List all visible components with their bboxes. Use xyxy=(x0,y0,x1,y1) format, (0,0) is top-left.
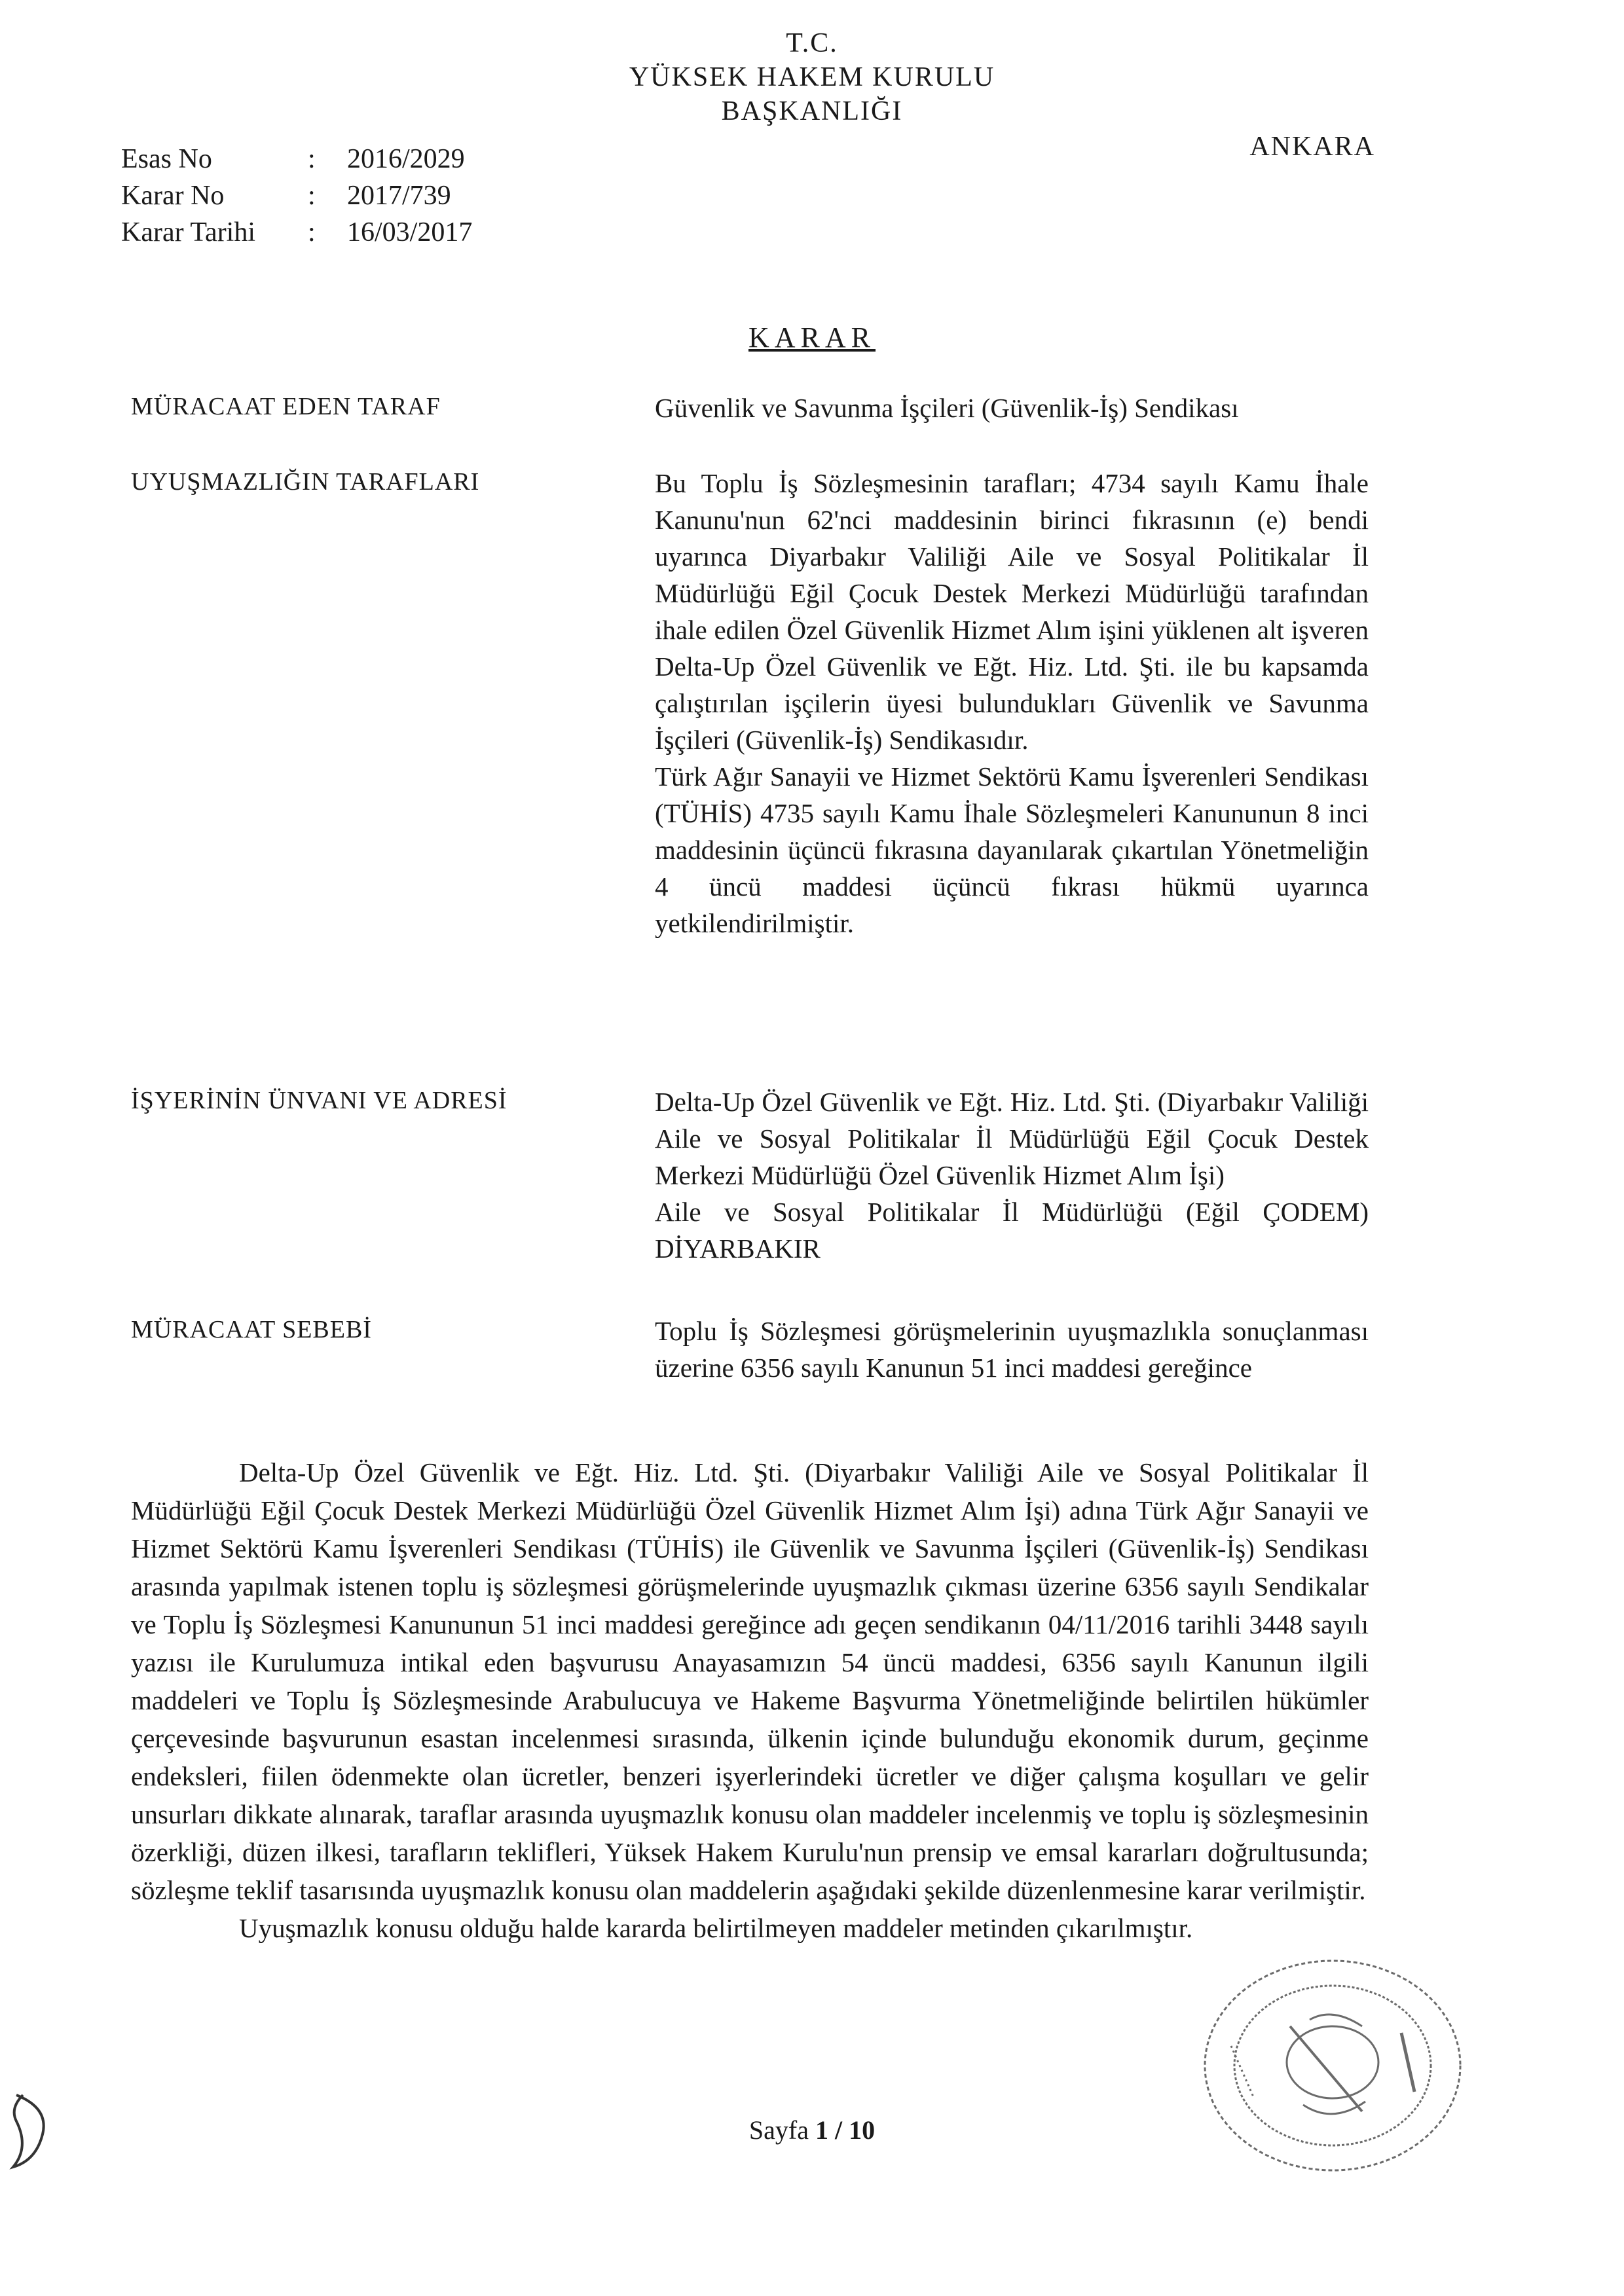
section-reason xyxy=(131,1313,1369,1386)
parties-text-2: Türk Ağır Sanayii ve Hizmet Sektörü Kamu İşverenleri Sendikası (TÜHİS) 4735 sayılı Kamu İhale Sözleşmeleri Kanununun 8 inci maddesinin üçüncü fıkrasına dayanılarak çıkartılan Yönetmeliğin 4 üncü maddesi üçüncü fıkrası hükmü uyarınca yetkilendirilmiştir. xyxy=(655,761,1369,938)
total-pages: 10 xyxy=(849,2115,876,2145)
decision-body xyxy=(131,1453,1369,1947)
workplace-text-1: Delta-Up Özel Güvenlik ve Eğt. Hiz. Ltd. Şti. (Diyarbakır Valiliği Aile ve Sosyal Politikalar İl Müdürlüğü Eğil Çocuk Destek Merkezi Müdürlüğü Özel Güvenlik Hizmet Alım İşi) xyxy=(655,1087,1369,1190)
meta-row-tarih: Karar Tarihi : 16/03/2017 xyxy=(121,214,472,251)
official-seal-icon xyxy=(1192,1948,1473,2183)
meta-row-karar: Karar No : 2017/739 xyxy=(121,177,472,214)
section-label: MÜRACAAT EDEN TARAF xyxy=(131,393,441,420)
current-page: 1 xyxy=(815,2115,828,2145)
section-value: Toplu İş Sözleşmesi görüşmelerinin uyuşmazlıkla sonuçlanması üzerine 6356 sayılı Kanunun 51 inci maddesi gereğince xyxy=(655,1316,1369,1383)
section-value xyxy=(655,465,1369,941)
body-paragraph-2: Uyuşmazlık konusu olduğu halde kararda belirtilmeyen maddeler metinden çıkarılmıştır. xyxy=(239,1913,1193,1943)
section-workplace xyxy=(131,1084,1369,1267)
section-label: UYUŞMAZLIĞIN TARAFLARI xyxy=(131,468,480,496)
header-line-tc: T.C. xyxy=(786,28,838,58)
header-line-presidency: BAŞKANLIĞI xyxy=(721,96,903,126)
header-line-board: YÜKSEK HAKEM KURULU xyxy=(629,62,995,92)
meta-row-esas: Esas No : 2016/2029 xyxy=(121,141,472,177)
meta-value: 16/03/2017 xyxy=(347,217,473,247)
meta-key: Karar Tarihi xyxy=(121,217,256,247)
section-label: İŞYERİNİN ÜNVANI VE ADRESİ xyxy=(131,1087,507,1114)
city-label: ANKARA xyxy=(1249,132,1375,162)
page-number: Sayfa 1 / 10 xyxy=(748,2115,876,2145)
meta-key: Karar No xyxy=(121,181,225,211)
section-value: Güvenlik ve Savunma İşçileri (Güvenlik-İş) Sendikası xyxy=(655,393,1239,423)
meta-value: 2016/2029 xyxy=(347,144,465,174)
document-title: KARAR xyxy=(748,321,876,354)
section-label: MÜRACAAT SEBEBİ xyxy=(131,1316,372,1343)
section-parties xyxy=(131,465,1369,941)
handwritten-mark-icon xyxy=(3,2082,65,2187)
section-value xyxy=(655,1084,1369,1267)
document-header xyxy=(0,26,1624,128)
case-metadata xyxy=(121,141,472,251)
meta-key: Esas No xyxy=(121,144,212,174)
body-paragraph-1: Delta-Up Özel Güvenlik ve Eğt. Hiz. Ltd. Şti. (Diyarbakır Valiliği Aile ve Sosyal Politikalar İl Müdürlüğü Eğil Çocuk Destek Merkezi Müdürlüğü Özel Güvenlik Hizmet Alım İşi) adına Türk Ağır Sanayii ve Hizmet Sektörü Kamu İşverenleri Sendikası (TÜHİS) ile Güvenlik ve Savunma İşçileri (Güvenlik-İş) Sendikası arasında yapılmak istenen toplu iş sözleşmesi görüşmelerinde uyuşmazlık çıkması üzerine 6356 sayılı Sendikalar ve Toplu İş Sözleşmesi Kanununun 51 inci maddesi gereğince adı geçen sendikanın 04/11/2016 tarihli 3448 sayılı yazısı ile Kurulumuza intikal eden başvurusu Anayasamızın 54 üncü maddesi, 6356 sayılı Kanunun ilgili maddeleri ve Toplu İş Sözleşmesinde Arabulucuya ve Hakeme Başvurma Yönetmeliğinde belirtilen hükümler çerçevesinde başvurunun esastan incelenmesi sırasında, ülkenin içinde bulunduğu ekonomik durum, geçinme endeksleri, fiilen ödenmekte olan ücretler, benzeri işyerlerindeki ücretler ve diğer çalışma koşulları ve gelir unsurları dikkate alınarak, taraflar arasında uyuşmazlık konusu olan maddeler incelenmiş ve toplu iş sözleşmesinin özerkliği, düzen ilkesi, tarafların teklifleri, Yüksek Hakem Kurulu'nun prensip ve emsal kararları doğrultusunda; sözleşme teklif tasarısında uyuşmazlık konusu olan maddelerin aşağıdaki şekilde düzenlenmesine karar verilmiştir. xyxy=(131,1457,1369,1905)
section-applicant xyxy=(131,390,1369,426)
parties-text-1: Bu Toplu İş Sözleşmesinin tarafları; 4734 sayılı Kamu İhale Kanunu'nun 62'nci maddesinin birinci fıkrasının (e) bendi uyarınca Diyarbakır Valiliği Aile ve Sosyal Politikalar İl Müdürlüğü Eğil Çocuk Destek Merkezi Müdürlüğü tarafından ihale edilen Özel Güvenlik Hizmet Alım işini yüklenen alt işveren Delta-Up Özel Güvenlik ve Eğt. Hiz. Ltd. Şti. ile bu kapsamda çalıştırılan işçilerin üyesi bulundukları Güvenlik ve Savunma İşçileri (Güvenlik-İş) Sendikasıdır. xyxy=(655,468,1369,755)
workplace-text-2: Aile ve Sosyal Politikalar İl Müdürlüğü (Eğil ÇODEM) DİYARBAKIR xyxy=(655,1197,1369,1264)
meta-value: 2017/739 xyxy=(347,181,451,211)
